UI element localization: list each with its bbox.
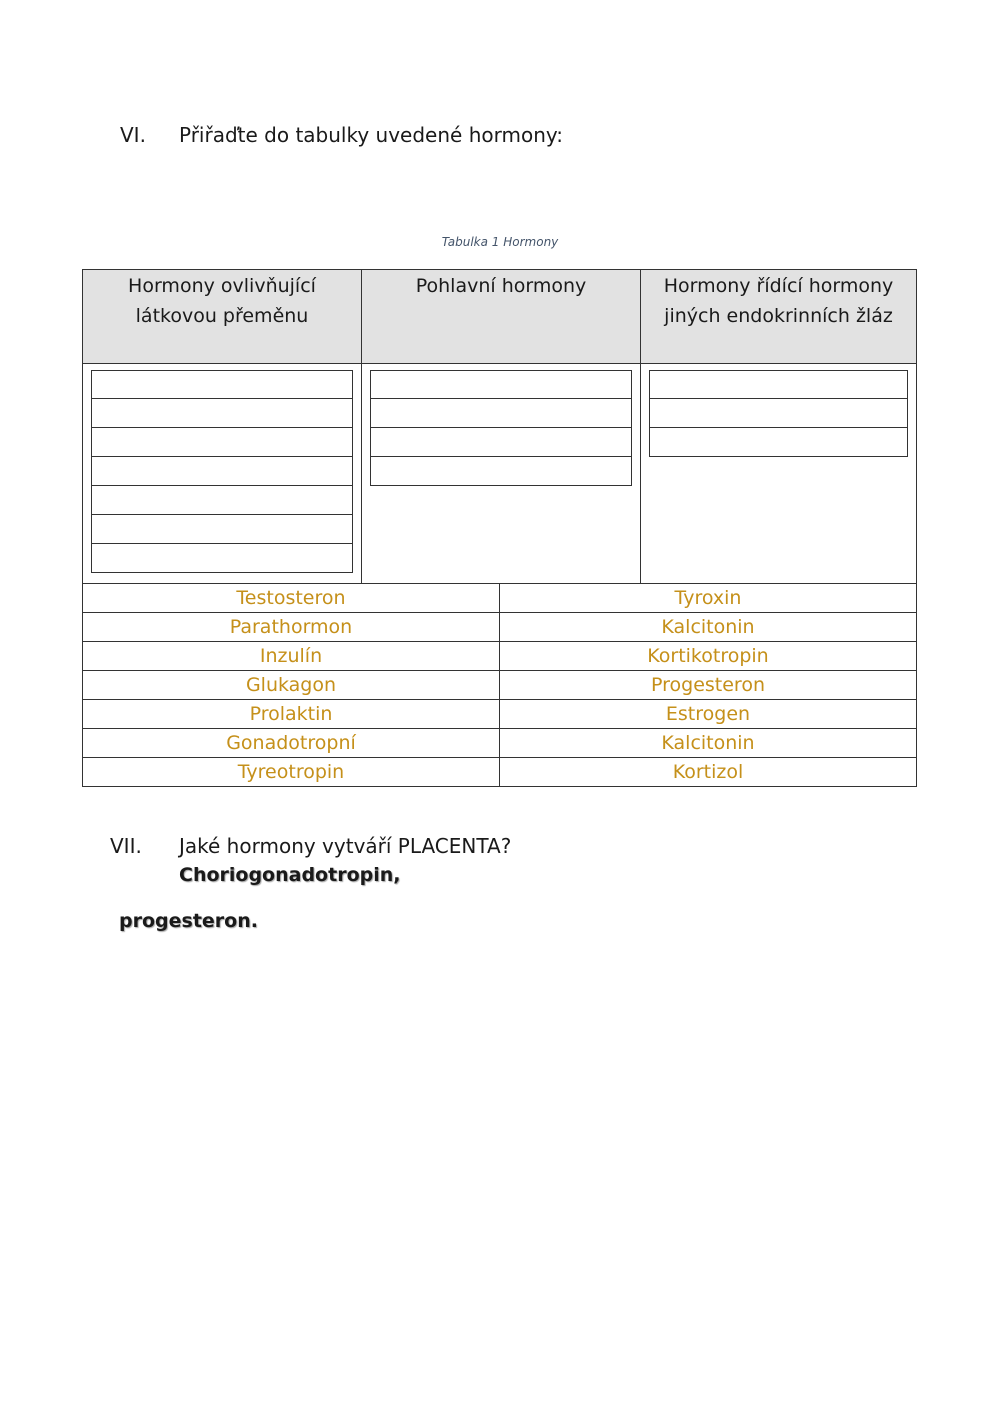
word-bank-row [83,758,917,787]
drop-slot[interactable] [91,515,353,544]
word-bank-table [82,583,917,787]
draggable-hormone[interactable]: Parathormon [83,613,500,642]
column-header-line: Hormony řídící hormony [663,275,894,297]
drop-slot[interactable] [370,428,632,457]
draggable-hormone[interactable]: Testosteron [83,584,500,613]
draggable-hormone[interactable]: Estrogen [500,700,917,729]
drop-slot[interactable] [370,370,632,399]
draggable-hormone[interactable]: Tyreotropin [83,758,500,787]
draggable-hormone[interactable]: Glukagon [83,671,500,700]
answer-line-2[interactable]: progesteron. [119,910,258,932]
word-bank-row [83,584,917,613]
word-bank-row [83,613,917,642]
drop-slot[interactable] [91,399,353,428]
word-bank-row [83,700,917,729]
section-number-7: VII. [110,834,142,858]
answer-line-1[interactable]: Choriogonadotropin, [179,864,401,886]
word-bank-row [83,642,917,671]
draggable-hormone[interactable]: Kortizol [500,758,917,787]
draggable-hormone[interactable]: Progesteron [500,671,917,700]
drop-slot[interactable] [649,428,908,457]
draggable-hormone[interactable]: Kalcitonin [500,613,917,642]
drop-slot[interactable] [91,370,353,399]
section-number-6: VI. [120,123,146,147]
drop-slot[interactable] [649,399,908,428]
drop-slot[interactable] [91,457,353,486]
word-bank-row [83,729,917,758]
draggable-hormone[interactable]: Tyroxin [500,584,917,613]
draggable-hormone[interactable]: Gonadotropní [83,729,500,758]
drop-slot[interactable] [370,399,632,428]
word-bank-row [83,671,917,700]
drop-slot[interactable] [370,457,632,486]
column-metabolism [83,270,361,583]
draggable-hormone[interactable]: Kortikotropin [500,642,917,671]
column-tropic-hormones [640,270,916,583]
column-header-line: jiných endokrinních žláz [664,305,893,327]
drop-slot-group [91,370,353,573]
draggable-hormone[interactable]: Inzulín [83,642,500,671]
drop-slot[interactable] [91,544,353,573]
table-caption: Tabulka 1 Hormony [441,235,559,249]
column-header-line: látkovou přeměnu [135,305,309,327]
drop-slot-group [649,370,908,457]
drop-slot[interactable] [91,486,353,515]
draggable-hormone[interactable]: Prolaktin [83,700,500,729]
drop-slot[interactable] [649,370,908,399]
column-sex-hormones [361,270,640,583]
column-header-line: Hormony ovlivňující [128,275,316,297]
column-header [83,270,361,364]
column-header [362,270,640,364]
column-header-line: Pohlavní hormony [415,275,587,297]
hormone-category-table [82,269,917,584]
drop-slot[interactable] [91,428,353,457]
draggable-hormone[interactable]: Kalcitonin [500,729,917,758]
section-6-question: Přiřaďte do tabulky uvedené hormony: [179,123,563,147]
drop-slot-group [370,370,632,486]
section-7-question: Jaké hormony vytváří PLACENTA? [179,834,512,858]
column-header [641,270,916,364]
word-bank-body [83,584,917,787]
